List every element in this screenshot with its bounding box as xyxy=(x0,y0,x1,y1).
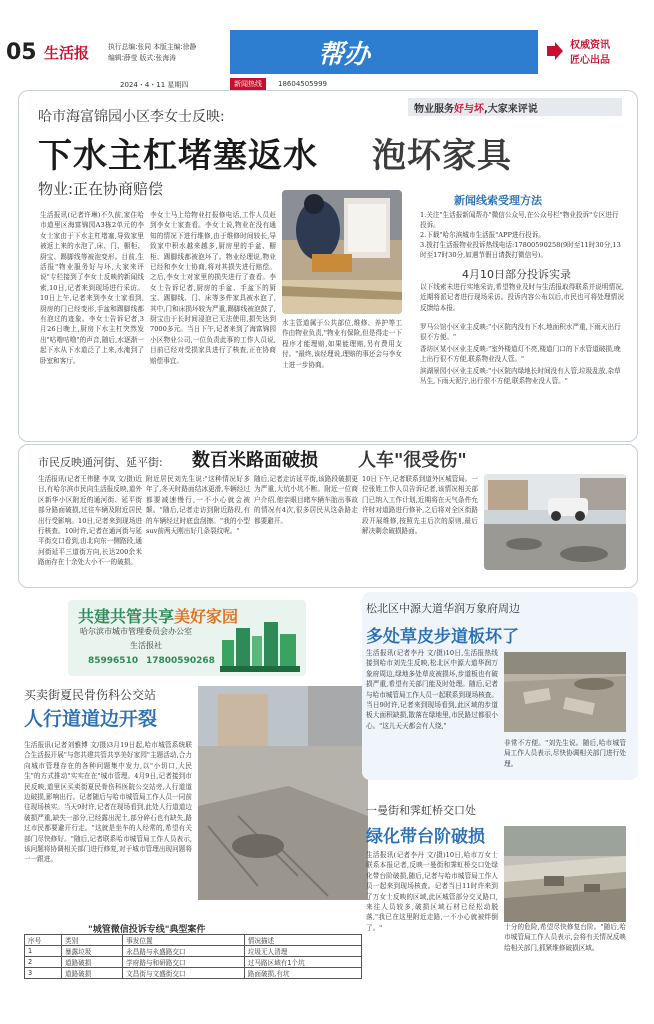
editor-credits-line1: 执行总编:张同 本版主编:徐静 xyxy=(108,43,197,51)
table-cell: 道路破损 xyxy=(62,957,123,968)
table-cell: 学府路与和研路交口 xyxy=(123,957,245,968)
city-skyline-icon xyxy=(220,616,300,672)
complaint-item: 滨湖景园小区业主反映:"小区院内绿地长时间没有人管,垃圾乱放,杂草丛生,下雨天泥泞,出行很不方便,联系物业没人管。" xyxy=(420,367,621,385)
story2-body-col4: 10日下午,记者联系到道外区城管局。一位张姓工作人员告诉记者,该情况相关部门已纳入工作计划,近期将在天气条件允许时对道路进行修补,之后将对全区街路段开展维修,按照先主后次的原则,最后解决剩余破损路面。 xyxy=(362,475,478,536)
arrow-right-icon xyxy=(545,42,563,60)
section-title: 帮办 xyxy=(318,40,371,70)
cases-table-title: "城管微信投诉专线"典型案件 xyxy=(88,925,206,935)
story1-kicker: 哈市海富锦园小区李女士反映: xyxy=(38,109,225,125)
story5-headline: 绿化带台阶破损 xyxy=(366,827,485,847)
campaign-organizer: 哈尔滨市城市管理委员会办公室 xyxy=(80,627,192,636)
cases-table xyxy=(24,934,362,979)
table-header-cell: 序号 xyxy=(25,935,62,946)
story4-body-col1: 生活报讯(记者李丹 文/摄)10日,生活报热线接到哈市刘先生反映,松北区中源大道华润万象府周边,绿地多处草皮被损坏,步道板也有破损严重,希望有关部门能及时处理。随后,记者与哈市城管局工作人员一起联系到现场核查。当日9时许,记者来到现场看到,此区域的步道板大面积缺损,散落在绿地里,市民路过都很小心。"这儿天天都会有人绕," xyxy=(366,649,498,730)
sidebar-methods xyxy=(420,210,624,260)
campaign-title-a: 共建共管共享 xyxy=(78,607,175,626)
slogan-line1: 权威资讯 xyxy=(570,40,610,51)
campaign-phone-1: 85996510 xyxy=(88,656,139,666)
section-banner xyxy=(230,30,538,74)
complaints-list xyxy=(420,322,624,438)
table-cell: 路面破损,有坑 xyxy=(244,968,361,979)
page-number: 05 xyxy=(6,40,37,65)
story4-kicker: 松北区中源大道华润万象府周边 xyxy=(366,602,520,615)
rubric-pre: 物业服务 xyxy=(414,104,454,115)
story5-photo xyxy=(504,826,626,922)
method-item: 3.拨打生活报物业投诉热线电话:17800590258(9时至11时30分,13时至17时30分,如遇节假日请拨打微信号)。 xyxy=(420,241,621,259)
story5-kicker: 一曼街和霁虹桥交口处 xyxy=(366,804,476,817)
complaint-item: 香坊区某小区业主反映:"室外楼道灯不亮,楼道门口的下水管道破损,晚上出行很不方便,联系物业没人管。" xyxy=(420,345,621,363)
story3-headline: 人行道道边开裂 xyxy=(24,708,158,730)
story1-body-col2: 李女士马上给物业打报修电话,工作人员赶到李女士家查看。李女士说,物业在没有通知的情况下进行维修,由于维修时间较长,导致家中积水越来越多,厨房里的手盆、橱柜、踢脚线都被泡坏了。物业经理说,物业已经和李女士协商,将对其损失进行赔偿。之后,李女士对家里的损失进行了查看。李女士告诉记者,厨房的手盆、手盆下的厨宝、踢脚线、门、床等多件家具被水泡了,其中,门和床损坏较为严重,踢脚线被泡鼓了,厨宝由于长时间浸泡已无法使用,损失达到7000多元。当日下午,记者来到了海富锦园小区物业公司,一位负责此事的工作人员说,目前已经对受损家具进行了核查,正在协商赔偿事宜。 xyxy=(150,211,276,365)
table-cell: 永昌路与永盛路交口 xyxy=(123,946,245,957)
sidebar-title: 新闻线索受理方法 xyxy=(454,194,542,207)
newspaper-brand: 生活报 xyxy=(44,44,90,62)
campaign-co-organizer: 生活报社 xyxy=(130,641,162,650)
campaign-title-b: 美好家园 xyxy=(174,607,239,626)
table-cell: 道路破损 xyxy=(62,968,123,979)
campaign-banner-title xyxy=(78,604,238,627)
table-cell: 文昌街与文盛街交口 xyxy=(123,968,245,979)
rubric-post: ,大家来评说 xyxy=(484,104,538,115)
story1-subheadline: 物业:正在协商赔偿 xyxy=(38,180,164,198)
story2-kicker: 市民反映通河街、延平街: xyxy=(38,456,163,469)
editor-credits-line2: 编辑:薛莹 版式:张海涛 xyxy=(108,54,176,62)
complaint-item: 罗马公馆小区业主反映:"小区院内没有下水,地面积水严重,下雨天出行很不方便。" xyxy=(420,323,621,341)
story1-headline-accent: 泡坏家具 xyxy=(372,136,512,176)
story4-body-col2: 非常不方便。"刘先生说。随后,哈市城管局工作人员表示,尽快协调相关部门进行处理。 xyxy=(504,739,626,768)
table-cell: 3 xyxy=(25,968,62,979)
story2-body-col2: 附近居民刘先生说:"这种情况好多年了,冬天时路面结冰更滑,车辆经过都要减速慢行,一不小心就会被颠。"随后,记者走访到附近路段,有的车辆经过时底盘刮擦。"我的小型suv前两天刚出好几条裂纹呢。" xyxy=(146,475,250,536)
story2-photo xyxy=(484,474,626,570)
story3-body: 生活报讯(记者刘雅博 文/摄)3月19日起,哈市城管系统联合生活报开展"与您共建共管共享美好家园"主题活动,合力向城市管理存在的各种问题集中发力,以"小切口,大民生"的方式推动"实实在在"城市管理。4月9日,记者接到市民反映,道里区买卖街夏民骨伤科医院公交站旁,人行道道边破损,影响出行。记者随后与哈市城管局工作人员一同前往现场核实。当天9时许,记者在现场看到,此处人行道道边破损严重,缺失一部分,已经露出泥土,部分碎石也有缺失,路过市民都要避开行走。"这就是坐车的人经常的,希望有关部门尽快修好。"随后,记者联系哈市城管局工作人员表示,该问题将协调相关部门进行修复,对于城市管理出现问题将一一跟进。 xyxy=(24,741,192,864)
table-cell: 垃圾无人清理 xyxy=(244,946,361,957)
table-row xyxy=(25,946,362,957)
hotline-number: 18604505999 xyxy=(278,80,327,88)
table-row xyxy=(25,957,362,968)
rubric-highlight: 好与坏 xyxy=(454,104,484,115)
column-rubric xyxy=(408,98,622,116)
table-header-row xyxy=(25,935,362,946)
story4-headline: 多处草皮步道板坏了 xyxy=(366,627,519,647)
slogan-line2: 匠心出品 xyxy=(570,55,610,66)
issue-date: 2024・4・11 星期四 xyxy=(120,81,189,89)
table-header-cell: 类别 xyxy=(62,935,123,946)
complaints-intro: 以下线索未进行实地采访,希望物业及时与生活报取得联系并说明情况,近期将派记者进行现场采访。投诉内容公布以后,市民也可将处理情况反馈给本报。 xyxy=(420,283,624,312)
story2-body-col3: 随后,记者走访延平街,该路段破损更为严重,大坑小坑不断。附近一位商户介绍,他亲眼目睹车辆车胎出事故的情况有4次,很多居民从这条路走都要避开。 xyxy=(254,475,358,525)
section-slogan xyxy=(570,38,610,68)
editor-credits xyxy=(108,42,196,64)
story1-body-col3: 水主管道属于公共部位,维修、养护等工作由物业负责,"物业有保险,但是得走一下程序才能理赔,如果能理赔,另有费用支付。"最终,该经理说,理赔的事还会与李女士进一步协商。 xyxy=(282,319,402,369)
story3-kicker: 买卖街夏民骨伤科公交站 xyxy=(24,688,157,702)
hotline-label: 新闻热线 xyxy=(230,78,266,90)
method-item: 1.关注"生活报新闻帮办"微信公众号,在公众号栏"物业投诉"专区进行投诉。 xyxy=(420,211,619,229)
story2-headline-accent: 人车"很受伤" xyxy=(358,450,467,471)
story1-body-col1: 生活报讯(记者许琳)不久前,家住哈市道里区海富锦园A3栋2单元的李女士家由于下水主杠堵塞,导致家里被返上来的水泡了,床、门、橱柜、厨宝、踢脚线等被泡变形。目前,生活报"物业服务好与坏,大家来评说"专栏接到了李女士反映的新闻线索,10日,记者来到现场进行采访。10日上午,记者来到李女士家看到,厨房的门已经变形,手盆和踢脚线都有泡过的迹象。李女士告诉记者,3月26日晚上,厨房下水主杠突然发出"咕噜咕噜"的声音,随后,水逐渐一起下水从下水道泛了上来,水淹到了卧室和客厅。 xyxy=(40,211,144,365)
story2-headline: 数百米路面破损 xyxy=(192,450,318,471)
story5-body-col2: 十分的危险,希望尽快修复台阶。"随后,哈市城管局工作人员表示,会将有关情况反映给相关部门,抓紧维修破损区域。 xyxy=(504,923,626,952)
complaints-heading: 4月10日部分投诉实录 xyxy=(462,268,571,281)
story5-body-col1: 生活报讯(记者李丹 文/摄)10日,哈市万女士联系本报记者,反映一曼街和霁虹桥交口处绿化带台阶破损,随后,记者与哈市城管局工作人员一起来到现场核查。记者当日11时许来到了万女士反映的区域,此区城管部分交叉路口,来往人员较多,破损区域石材已经松动脱落,"我已在这里附近走路,一不小心就被绊倒了。" xyxy=(366,851,498,932)
method-item: 2.下载"哈尔滨城市生活报"APP进行投诉。 xyxy=(420,231,545,239)
story4-photo xyxy=(504,652,626,732)
table-row xyxy=(25,968,362,979)
campaign-phone-2: 17800590268 xyxy=(146,656,215,666)
story3-photo xyxy=(198,686,368,900)
story2-body-col1: 生活报讯(记者王伟健 李岚 文/摄)近日,有哈尔滨市民向生活报反映,道外区新华小区附近的通河街、延平街部分路面破损,过往车辆及附近居民出行受影响。10日,记者来到现场进行核查。10时许,记者在通河街与延平街交口看到,由北向东一侧路段,通河街延平三道街方向,长达200余米路面存在十余处大小不一的破损。 xyxy=(38,475,142,567)
story1-headline: 下水主杠堵塞返水 xyxy=(38,136,318,176)
table-cell: 1 xyxy=(25,946,62,957)
table-cell: 过马路区域有1个坑 xyxy=(244,957,361,968)
table-cell: 2 xyxy=(25,957,62,968)
table-cell: 暴露垃圾 xyxy=(62,946,123,957)
story1-photo xyxy=(282,190,402,314)
table-header-cell: 情况描述 xyxy=(244,935,361,946)
table-header-cell: 事发位置 xyxy=(123,935,245,946)
